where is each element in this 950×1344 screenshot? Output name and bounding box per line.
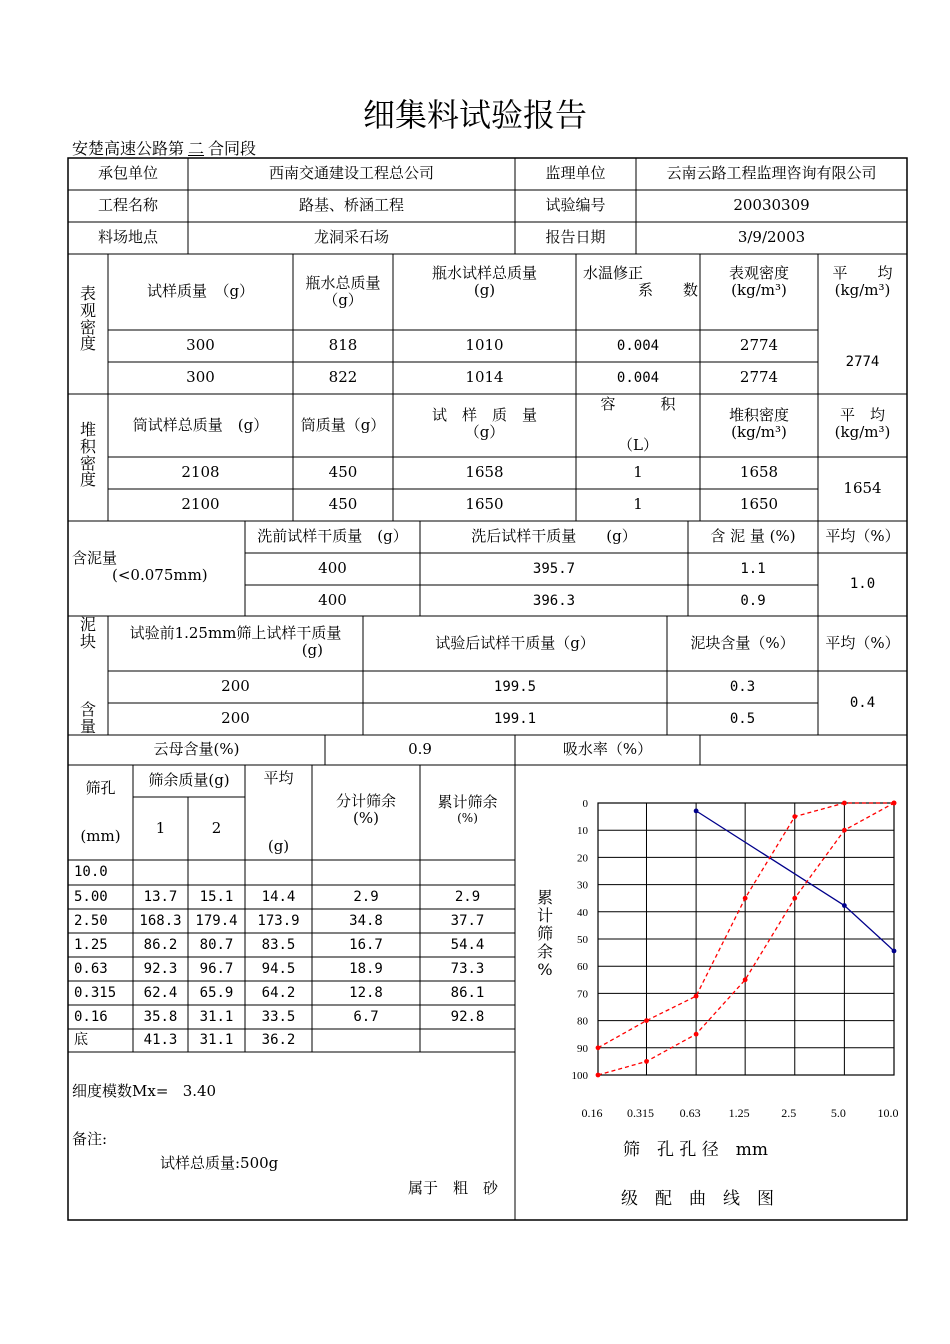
sieve-cell: 2.9 [454,888,481,905]
x-tick-label: 0.16 [581,1106,603,1120]
sieve-cell: 179.4 [195,912,238,929]
bulk-cell: 450 [328,495,358,514]
contract-suffix: 合同段 [208,139,257,158]
y-axis-label-char: 累 [536,888,554,907]
contractor-value: 西南交通建设工程总公司 [268,164,434,183]
apparent-h-temp-correction [583,262,698,302]
y-axis-label-char: 余 [536,942,554,961]
test-no-label: 试验编号 [545,196,606,215]
contract-number: 二 [188,139,205,158]
sieve-cell: 12.8 [349,984,383,1001]
sieve-h-hole [68,765,133,860]
sieve-cell: 6.7 [353,1008,379,1025]
sieve-cell: 92.3 [143,960,178,977]
data-point-upper_limit [596,1045,601,1050]
fineness-modulus [72,1080,216,1101]
bulk-cell: 1658 [465,463,504,482]
sieve-cell [312,860,420,885]
clay-cell: 200 [221,677,250,696]
mud-h-after: 洗后试样干质量 (g） [471,527,637,546]
mud-cell: 400 [318,591,347,610]
y-tick-label: 20 [577,852,588,865]
sieve-cell: 64.2 [261,984,296,1001]
clay-h-average: 平均（%） [825,633,900,652]
bulk-cell: 2100 [181,495,220,514]
sieve-cell: 96.7 [199,960,234,977]
h-unit: (%) [457,810,478,825]
x-tick-label: 0.315 [626,1106,654,1120]
data-point-lower_limit [644,1059,649,1064]
apparent-cell: 1010 [465,336,504,355]
apparent-cell: 1014 [465,368,504,387]
mud-h-before: 洗前试样干质量 (g） [257,527,408,546]
h-text: 筛孔 [85,779,116,798]
report-title: 细集料试验报告 [362,96,587,134]
chart-caption: 级 配 曲 线 图 [621,1189,774,1209]
sieve-h-mass-2: 2 [211,818,222,837]
date-value: 3/9/2003 [737,228,806,247]
y-tick-label: 80 [577,1015,588,1028]
contract-prefix: 安楚高速公路第 [72,139,185,158]
fineness-label: 细度模数Mx= [72,1082,169,1100]
h-text: 平 均 [839,405,885,424]
apparent-cell: 300 [186,336,215,355]
mud-cell: 1.1 [740,560,766,577]
sieve-cell: 73.3 [450,960,485,977]
sieve-cell: 80.7 [199,936,234,953]
bulk-h-average [818,404,907,444]
h-unit: (g) [301,641,323,659]
x-tick-label: 1.25 [728,1106,750,1120]
h-unit: （L） [618,435,658,454]
clay-cell: 0.3 [729,678,756,695]
data-point-lower_limit [596,1073,601,1078]
date-label: 报告日期 [545,228,606,247]
supervisor-label: 监理单位 [545,164,606,183]
sieve-cell: 16.7 [349,936,383,953]
x-axis-label: 筛 孔 孔 径 mm [623,1140,769,1160]
sieve-cell: 31.1 [199,1008,234,1025]
sieve-cell [420,860,515,885]
sieve-cell: 41.3 [143,1032,178,1049]
bulk-cell: 1658 [739,463,779,482]
y-axis-label-char: 计 [536,906,554,925]
absorption-label: 吸水率（%） [562,740,653,759]
bulk-density-label: 堆积密度 [79,420,96,490]
sieve-cell: 86.2 [143,936,178,953]
sieve-cell [245,860,312,885]
h-text: 平 均 [832,263,893,282]
h-unit: (kg/m³) [834,281,891,299]
bulk-cell: 2108 [181,463,220,482]
sieve-h-average [245,770,312,855]
data-point-upper_limit [743,896,748,901]
y-axis-label-char: 筛 [536,924,554,943]
project-value: 路基、桥涵工程 [298,196,404,215]
mica-value: 0.9 [408,740,432,759]
mud-cell: 0.9 [740,592,766,609]
clay-cell: 199.5 [493,678,537,695]
apparent-cell: 818 [328,336,358,355]
mica-label: 云母含量(%) [153,740,240,759]
sieve-cell: 83.5 [261,936,296,953]
apparent-h-density [700,262,818,302]
h-unit: (mm) [80,826,121,845]
x-tick-label: 2.5 [781,1106,797,1120]
data-point-lower_limit [694,1032,699,1037]
mud-average-value: 1.0 [849,576,876,593]
sieve-h-cumulative [420,790,515,830]
label-range: (<0.075mm) [112,566,208,584]
absorption-value [700,735,907,765]
fineness-value: 3.40 [182,1082,217,1100]
h-text: 表观密度 [728,263,789,282]
x-tick-label: 10.0 [877,1106,899,1120]
apparent-cell: 300 [186,368,215,387]
sieve-cell: 36.2 [261,1032,296,1049]
series-line-upper_limit [598,803,894,1048]
sieve-cell: 92.8 [450,1008,485,1025]
mud-label [72,545,242,589]
apparent-cell: 2774 [739,368,779,387]
apparent-h-average [818,262,907,302]
h-unit: (%) [353,809,379,827]
h-text: 瓶水试样总质量 [431,263,537,282]
y-tick-label: 40 [577,906,588,919]
h-text: 容 积 [600,395,676,413]
y-tick-label: 30 [577,879,588,892]
site-value: 龙洞采石场 [313,228,389,247]
sieve-cell: 33.5 [261,1008,296,1025]
mud-cell: 396.3 [532,592,576,609]
clay-label-top: 泥块 [79,615,96,651]
bulk-h-volume [576,396,700,454]
sieve-cell: 5.00 [74,888,108,905]
test-no-value: 20030309 [733,196,810,215]
contractor-label: 承包单位 [97,164,158,183]
sand-classification: 属于 粗 砂 [408,1179,499,1197]
data-point-upper_limit [644,1018,649,1023]
h-text: 累计筛余 [437,793,498,812]
apparent-density-label: 表观密度 [79,284,96,354]
apparent-average-value: 2774 [845,353,880,370]
h-unit: (g) [473,281,496,299]
y-tick-label: 70 [577,988,588,1001]
sieve-cell: 14.4 [261,888,296,905]
x-tick-label: 5.0 [830,1106,846,1120]
bulk-h-total-mass: 筒试样总质量 (g） [132,415,269,434]
sieve-cell: 86.1 [450,984,485,1001]
y-tick-label: 60 [577,961,588,974]
sieve-cell: 底 [74,1032,88,1049]
clay-cell: 0.5 [729,710,756,727]
bulk-h-sample-mass [393,404,576,444]
bulk-cell: 1 [633,495,643,514]
site-label: 料场地点 [97,228,158,247]
bulk-h-density [700,404,818,444]
data-point-upper_limit [842,801,847,806]
sieve-cell: 13.7 [143,888,178,905]
sieve-cell: 10.0 [74,864,108,881]
sieve-h-partial [312,790,420,830]
sieve-cell: 34.8 [349,912,383,929]
y-tick-label: 90 [577,1042,588,1055]
h-text: 堆积密度 [728,405,789,424]
bulk-average-value: 1654 [843,479,882,498]
h-text: 系 数 [637,281,698,299]
mud-h-content: 含 泥 量 (%) [710,527,796,546]
sieve-cell: 15.1 [199,888,234,905]
sieve-cell: 2.9 [353,888,379,905]
mud-cell: 400 [318,559,347,578]
y-tick-label: 100 [571,1070,588,1082]
clay-cell: 199.1 [493,710,537,727]
bulk-cell: 1650 [465,495,504,514]
sieve-cell: 94.5 [261,960,296,977]
clay-h-content: 泥块含量（%） [690,633,795,652]
sieve-cell [188,860,245,885]
data-point-sample [892,949,897,954]
sieve-h-mass-1: 1 [155,818,166,837]
sieve-h-mass: 筛余质量(g) [148,771,230,790]
sieve-cell: 173.9 [257,912,300,929]
mud-cell: 395.7 [532,560,576,577]
y-tick-label: 10 [577,825,588,838]
h-unit: (g) [267,836,290,855]
sieve-cell [420,1029,515,1052]
apparent-h-bottle-water [293,262,393,322]
data-point-sample [842,903,847,908]
apparent-cell: 2774 [739,336,779,355]
sieve-cell: 0.63 [74,960,108,977]
clay-average-value: 0.4 [849,694,876,711]
h-text: 分计筛余 [335,791,396,810]
apparent-cell: 0.004 [616,369,660,386]
h-text: 瓶水总质量 [305,273,381,292]
apparent-cell: 822 [328,368,358,387]
h-text: 试 样 质 量 [431,405,537,424]
sieve-cell [312,1029,420,1052]
data-point-upper_limit [792,814,797,819]
clay-label-bottom: 含量 [79,700,96,736]
h-unit: （g） [464,423,505,441]
sieve-cell: 168.3 [139,912,182,929]
data-point-lower_limit [792,896,797,901]
supervisor-value: 云南云路工程监理咨询有限公司 [666,164,877,183]
sieve-cell: 18.9 [349,960,383,977]
bulk-cell: 1 [633,463,643,482]
sieve-cell: 65.9 [199,984,234,1001]
sieve-cell: 2.50 [74,912,108,929]
bulk-h-container: 筒质量（g） [300,415,386,434]
h-unit: (kg/m³) [834,423,891,441]
mud-h-average: 平均（%） [825,527,900,546]
h-unit: (kg/m³) [731,281,787,299]
clay-h-before [108,620,363,664]
h-unit: （g） [323,291,363,309]
sieve-cell: 0.315 [74,984,117,1001]
sieve-cell: 54.4 [450,936,485,953]
project-label: 工程名称 [97,196,158,215]
bulk-cell: 1650 [739,495,779,514]
y-tick-label: 0 [582,798,588,810]
data-point-lower_limit [892,801,897,806]
y-axis-label-char: % [537,960,553,979]
sieve-cell: 1.25 [74,936,108,953]
sieve-cell: 37.7 [450,912,485,929]
y-tick-label: 50 [577,934,588,946]
remark-label: 备注: [72,1130,108,1148]
sieve-cell: 0.16 [74,1008,108,1025]
sieve-cell: 35.8 [143,1008,178,1025]
h-text: 平均 [263,769,294,787]
grading-chart [515,765,907,1220]
apparent-cell: 0.004 [616,337,660,354]
x-tick-label: 0.63 [679,1106,701,1120]
apparent-h-sample-mass: 试样质量 （g） [146,282,255,301]
data-point-lower_limit [842,828,847,833]
bulk-cell: 450 [328,463,358,482]
apparent-h-bottle-sample [393,262,576,302]
remark-text: 试样总质量:500g [160,1154,279,1172]
label-text: 含泥量 [72,548,118,567]
h-unit: (kg/m³) [731,423,787,441]
sieve-cell [133,860,188,885]
data-point-upper_limit [694,994,699,999]
clay-cell: 200 [221,709,250,728]
data-point-lower_limit [743,977,748,982]
sieve-cell: 62.4 [143,984,178,1001]
sieve-cell: 31.1 [199,1032,234,1049]
h-text: 水温修正 [583,263,644,282]
data-point-sample [694,808,699,813]
h-text: 试验前1.25mm筛上试样干质量 [129,623,342,642]
clay-h-after: 试验后试样干质量（g） [435,633,595,652]
